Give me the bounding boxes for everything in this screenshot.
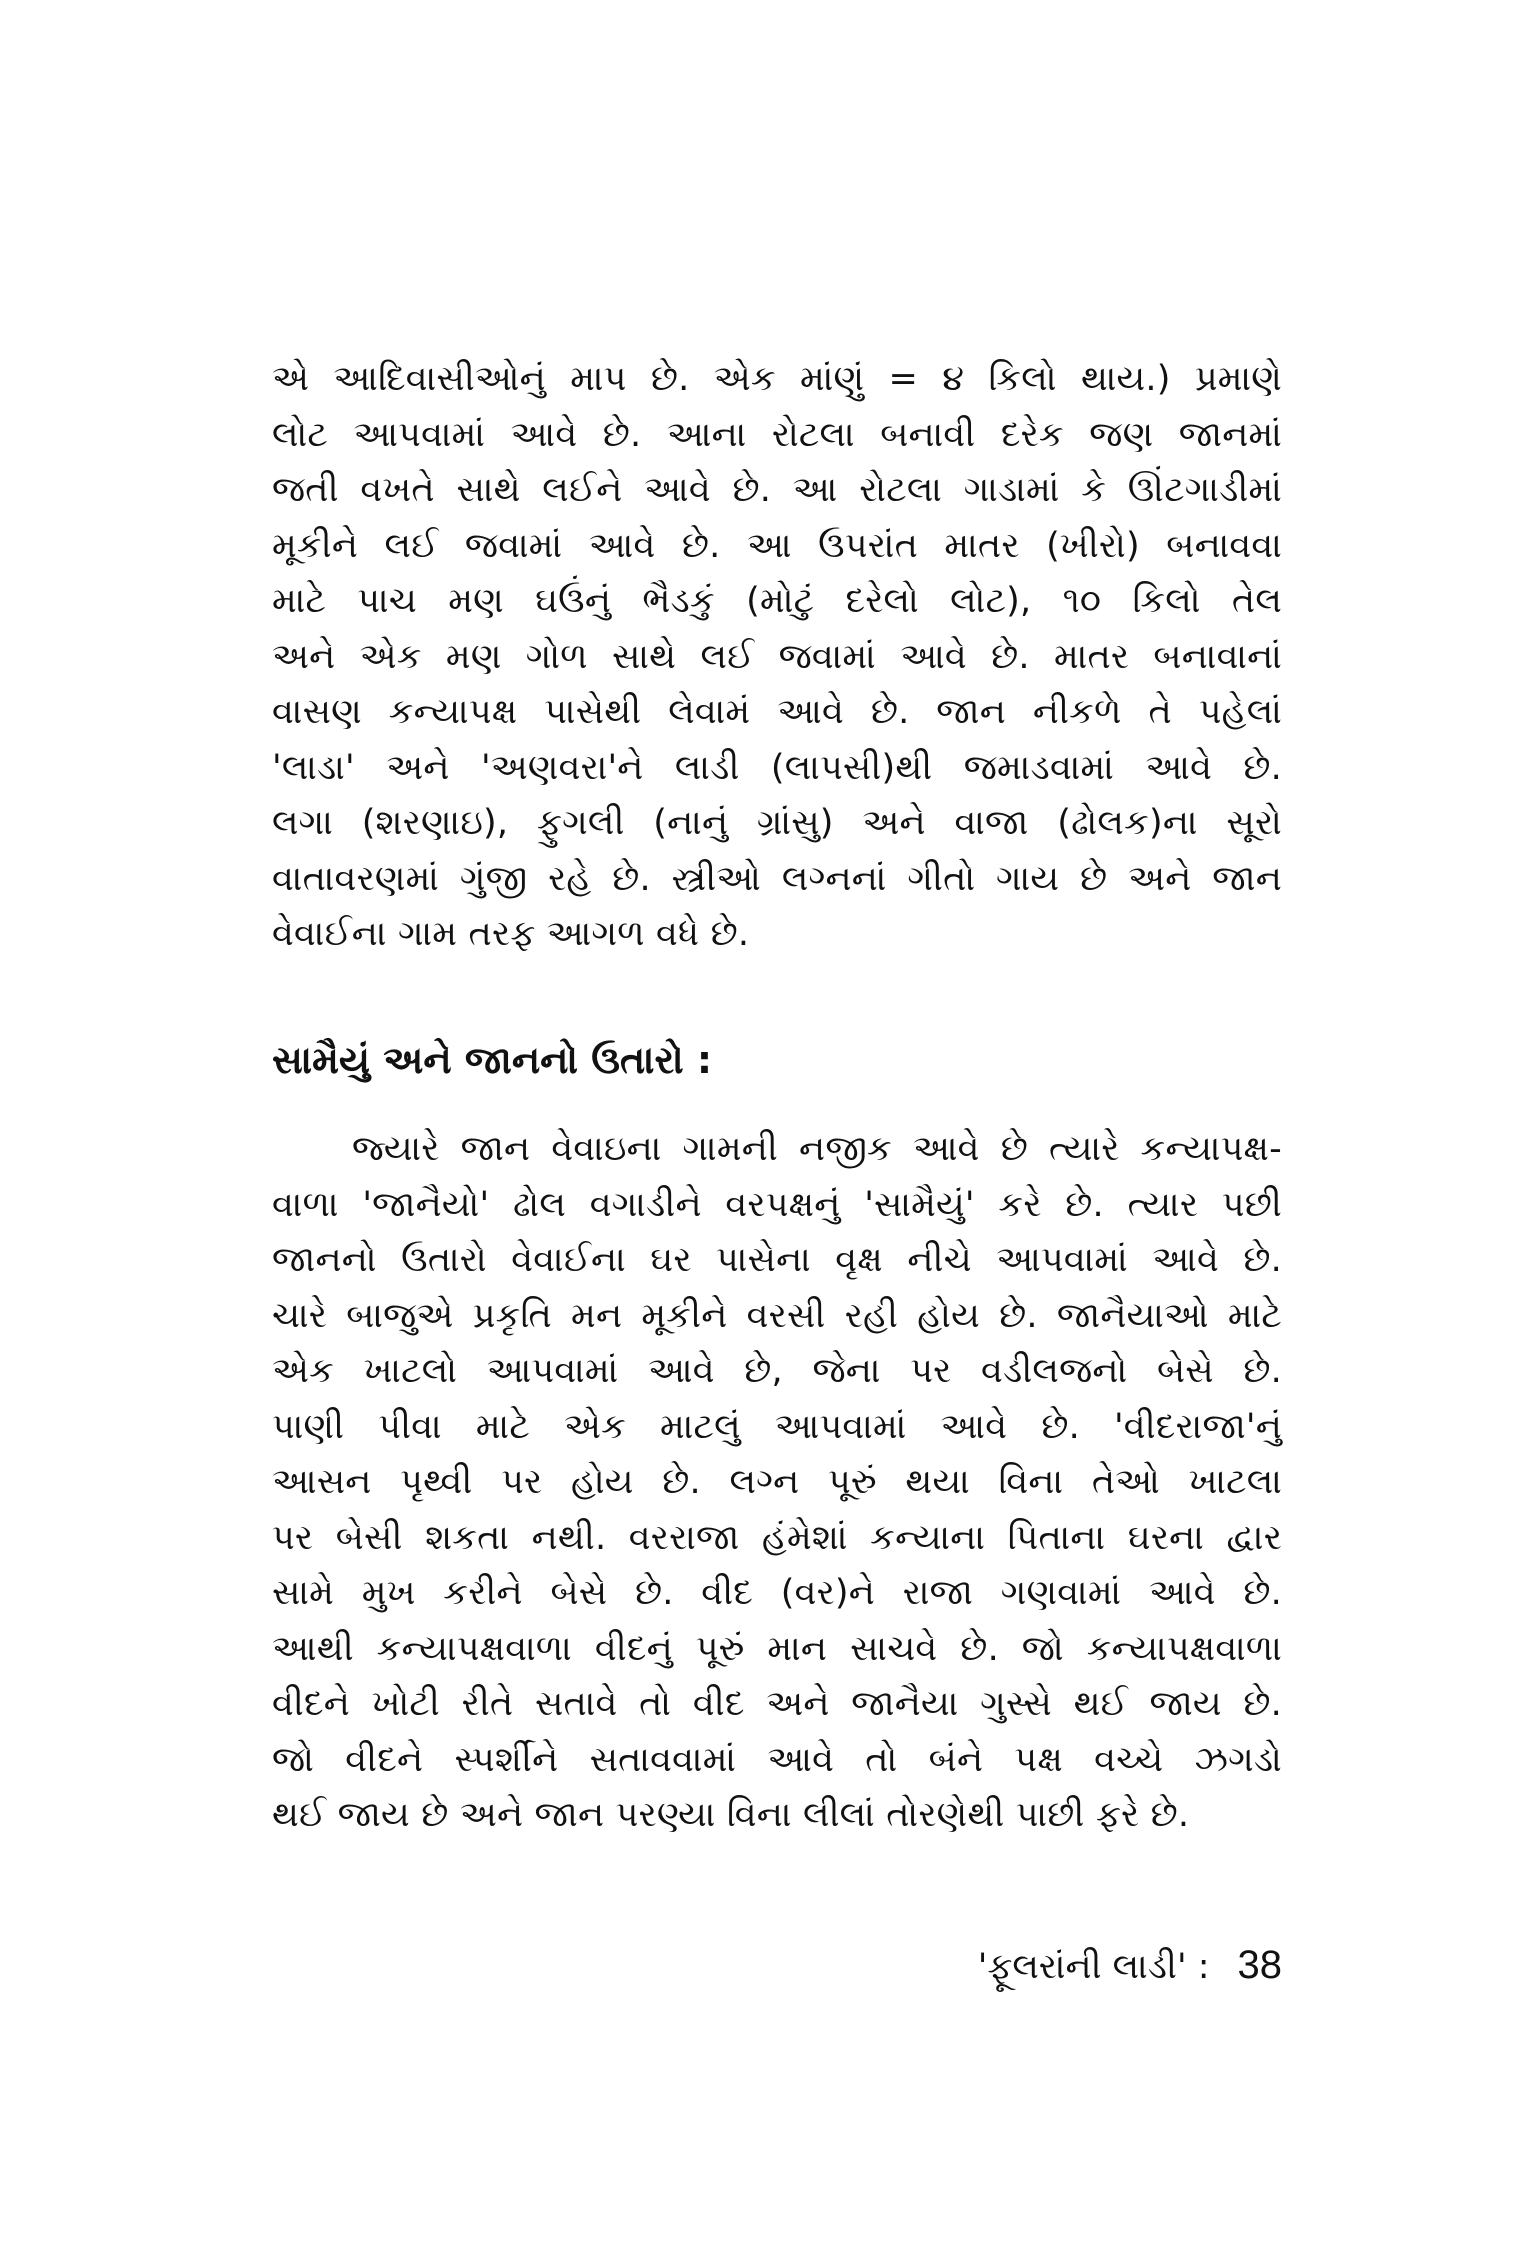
paragraph-continued [272, 352, 1282, 963]
text-line: જાનનો ઉતારો વેવાઈના ઘર પાસેના વૃક્ષ નીચે આપવામાં આવે છે. [272, 1240, 1282, 1280]
text-line: 'લાડા' અને 'અણવરા'ને લાડી (લાપસી)થી જમાડવામાં આવે છે. [272, 747, 1282, 788]
running-title: 'ફૂલરાંની લાડી' : [977, 1947, 1210, 1987]
text-line: આસન પૃથ્વી પર હોય છે. લગ્ન પૂરું થયા વિના તેઓ ખાટલા [272, 1462, 1282, 1502]
text-line: વાસણ કન્યાપક્ષ પાસેથી લેવામં આવે છે. જાન નીકળે તે પહેલાં [272, 692, 1282, 732]
text-line: અને એક મણ ગોળ સાથે લઈ જવામાં આવે છે. માતર બનાવાનાં [272, 636, 1282, 677]
text-line: સામે મુખ કરીને બેસે છે. વીદ (વર)ને રાજા ગણવામાં આવે છે. [272, 1573, 1282, 1613]
text-line: એક ખાટલો આપવામાં આવે છે, જેના પર વડીલજનો બેસે છે. [272, 1351, 1282, 1391]
text-line: વાળા 'જાનૈયો' ઢોલ વગાડીને વરપક્ષનું 'સામૈયું' કરે છે. ત્યાર પછી [272, 1184, 1282, 1225]
text-line: ચારે બાજુએ પ્રકૃતિ મન મૂકીને વરસી રહી હોય છે. જાનૈયાઓ માટે [272, 1295, 1282, 1336]
text-line: થઈ જાય છે અને જાન પરણ્યા વિના લીલાં તોરણેથી પાછી ફરે છે. [272, 1795, 1190, 1835]
page-footer [978, 1935, 1282, 1997]
text-line: જો વીદને સ્પર્શીને સતાવવામાં આવે તો બંને પક્ષ વચ્ચે ઝગડો [272, 1739, 1282, 1780]
section-heading: સામૈયું અને જાનનો ઉતારો : [272, 1038, 713, 1082]
text-line: વીદને ખોટી રીતે સતાવે તો વીદ અને જાનૈયા ગુસ્સે થઈ જાય છે. [272, 1684, 1282, 1724]
paragraph-section [272, 1122, 1282, 1844]
page-number: 38 [1237, 1943, 1282, 1987]
text-line: મૂકીને લઈ જવામાં આવે છે. આ ઉપરાંત માતર (ખીરો) બનાવવા [272, 525, 1282, 566]
text-line: આથી કન્યાપક્ષવાળા વીદનું પૂરું માન સાચવે છે. જો કન્યાપક્ષવાળા [272, 1628, 1282, 1669]
text-line: વાતાવરણમાં ગુંજી રહે છે. સ્ત્રીઓ લગ્નનાં ગીતો ગાય છે અને જાન [272, 858, 1282, 899]
text-line: પર બેસી શકતા નથી. વરરાજા હંમેશાં કન્યાના પિતાના ઘરના દ્વાર [272, 1517, 1282, 1558]
text-line: જતી વખતે સાથે લઈને આવે છે. આ રોટલા ગાડામાં કે ઊંટગાડીમાં [272, 470, 1282, 510]
text-line: પાણી પીવા માટે એક માટલું આપવામાં આવે છે. 'વીદરાજા'નું [272, 1406, 1282, 1447]
text-line: લગા (શરણાઇ), ફુગલી (નાનું ગ્રાંસુ) અને વાજા (ઢોલક)ના સૂરો [272, 803, 1282, 843]
text-line: માટે પાચ મણ ઘઉંનું ભૈડકું (મોટું દરેલો લોટ), ૧૦ કિલો તેલ [272, 581, 1282, 621]
text-line: લોટ આપવામાં આવે છે. આના રોટલા બનાવી દરેક જણ જાનમાં [272, 414, 1282, 455]
text-line: વેવાઈના ગામ તરફ આગળ વધે છે. [272, 914, 750, 954]
text-line: જ્યારે જાન વેવાઇના ગામની નજીક આવે છે ત્યારે કન્યાપક્ષ- [352, 1129, 1282, 1169]
text-line: એ આદિવાસીઓનું માપ છે. એક માંણું = ૪ કિલો થાય.) પ્રમાણે [272, 359, 1282, 399]
